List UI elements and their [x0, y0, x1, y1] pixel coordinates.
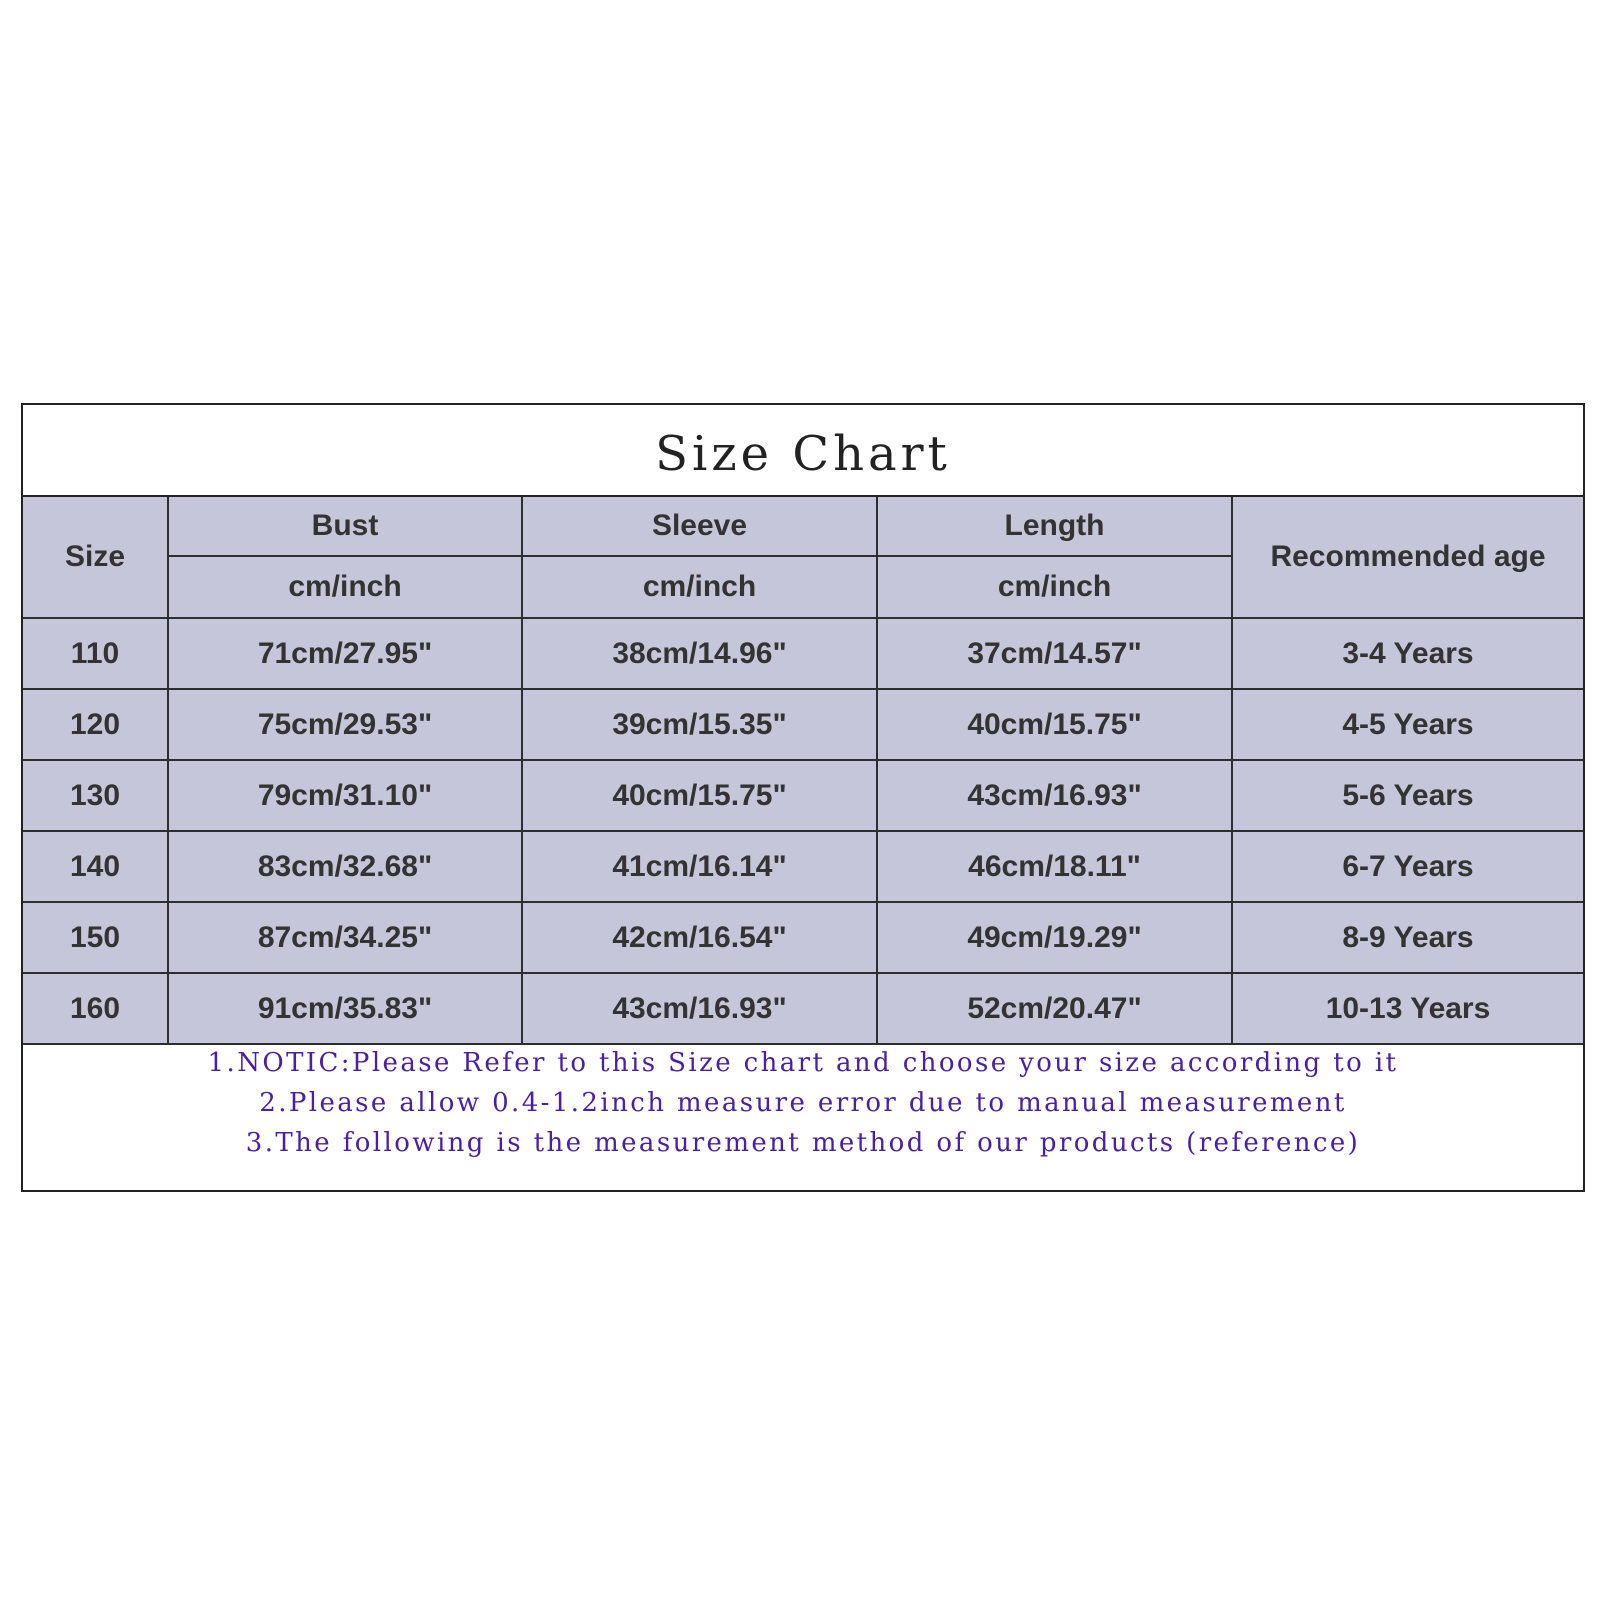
cell-length: 46cm/18.11"	[877, 831, 1232, 902]
cell-length: 43cm/16.93"	[877, 760, 1232, 831]
cell-sleeve: 42cm/16.54"	[522, 902, 877, 973]
cell-length: 49cm/19.29"	[877, 902, 1232, 973]
header-recommended-age: Recommended age	[1232, 497, 1583, 618]
cell-size: 140	[23, 831, 168, 902]
header-size: Size	[23, 497, 168, 618]
unit-bust: cm/inch	[168, 556, 522, 618]
size-table	[23, 497, 1583, 1045]
header-row	[23, 497, 1583, 556]
table-row	[23, 689, 1583, 760]
cell-bust: 91cm/35.83"	[168, 973, 522, 1044]
cell-age: 4-5 Years	[1232, 689, 1583, 760]
cell-bust: 75cm/29.53"	[168, 689, 522, 760]
cell-age: 5-6 Years	[1232, 760, 1583, 831]
cell-bust: 79cm/31.10"	[168, 760, 522, 831]
cell-length: 52cm/20.47"	[877, 973, 1232, 1044]
cell-age: 10-13 Years	[1232, 973, 1583, 1044]
cell-sleeve: 40cm/15.75"	[522, 760, 877, 831]
header-sleeve: Sleeve	[522, 497, 877, 556]
note-line: 2.Please allow 0.4-1.2inch measure error due to manual measurement	[259, 1088, 1347, 1118]
cell-sleeve: 43cm/16.93"	[522, 973, 877, 1044]
note-line: 1.NOTIC:Please Refer to this Size chart and choose your size according to it	[207, 1048, 1399, 1078]
unit-length: cm/inch	[877, 556, 1232, 618]
cell-sleeve: 41cm/16.14"	[522, 831, 877, 902]
chart-title: Size Chart	[23, 405, 1583, 497]
cell-age: 6-7 Years	[1232, 831, 1583, 902]
cell-bust: 87cm/34.25"	[168, 902, 522, 973]
table-row	[23, 902, 1583, 973]
cell-size: 110	[23, 618, 168, 689]
table-row	[23, 973, 1583, 1044]
cell-sleeve: 38cm/14.96"	[522, 618, 877, 689]
notes	[23, 1043, 1583, 1163]
cell-size: 160	[23, 973, 168, 1044]
cell-size: 150	[23, 902, 168, 973]
cell-sleeve: 39cm/15.35"	[522, 689, 877, 760]
cell-length: 40cm/15.75"	[877, 689, 1232, 760]
table-row	[23, 831, 1583, 902]
cell-size: 130	[23, 760, 168, 831]
cell-age: 3-4 Years	[1232, 618, 1583, 689]
table-row	[23, 618, 1583, 689]
header-bust: Bust	[168, 497, 522, 556]
cell-bust: 83cm/32.68"	[168, 831, 522, 902]
cell-age: 8-9 Years	[1232, 902, 1583, 973]
unit-sleeve: cm/inch	[522, 556, 877, 618]
table-row	[23, 760, 1583, 831]
cell-bust: 71cm/27.95"	[168, 618, 522, 689]
cell-length: 37cm/14.57"	[877, 618, 1232, 689]
note-line: 3.The following is the measurement method of our products (reference)	[245, 1128, 1361, 1158]
size-chart	[21, 403, 1585, 1192]
cell-size: 120	[23, 689, 168, 760]
header-length: Length	[877, 497, 1232, 556]
